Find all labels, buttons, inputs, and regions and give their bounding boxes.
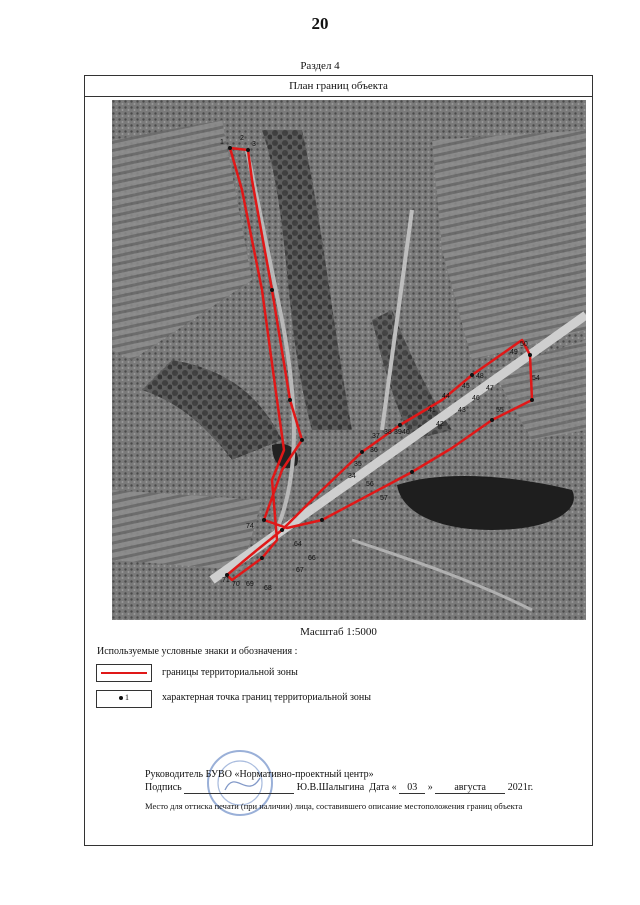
point-label: 66: [308, 555, 316, 562]
point-label: 38: [384, 429, 392, 436]
point-label: 68: [264, 585, 272, 592]
point-label: 37: [372, 433, 380, 440]
boundary-line-symbol: [101, 672, 147, 674]
point-label: 47: [486, 385, 494, 392]
point-label: 70: [232, 581, 240, 588]
point-label: 74: [246, 523, 254, 530]
legend-point-number: 1: [125, 693, 129, 702]
point-label: 50: [520, 341, 528, 348]
point-label: 43: [458, 407, 466, 414]
legend-label-boundary: границы территориальной зоны: [162, 667, 298, 678]
point-label: 45: [462, 383, 470, 390]
point-label: 34: [348, 473, 356, 480]
point-label: 49: [510, 349, 518, 356]
point-label: 1: [220, 139, 224, 146]
page-number: 20: [311, 14, 329, 33]
point-label: 64: [294, 541, 302, 548]
point-label: 67: [296, 567, 304, 574]
date-day: 03: [399, 782, 425, 794]
legend-swatch-boundary: [96, 664, 152, 682]
point-label: 36: [370, 447, 378, 454]
plan-title: План границ объекта: [85, 76, 592, 97]
legend-title: Используемые условные знаки и обозначения :: [97, 646, 298, 657]
point-label: 40: [402, 429, 410, 436]
signer-name: Ю.В.Шалыгина: [296, 782, 365, 793]
legend-swatch-point: [96, 690, 152, 708]
point-label: 57: [380, 495, 388, 502]
date-label: Дата «: [369, 782, 397, 793]
point-label: 35: [354, 461, 362, 468]
point-label: 44: [442, 393, 450, 400]
signature-line: [145, 782, 533, 794]
point-label: 55: [496, 407, 504, 414]
signature-field: [184, 782, 294, 794]
point-label: 46: [472, 395, 480, 402]
point-label: 41: [428, 407, 436, 414]
aerial-map: [112, 100, 586, 620]
date-mid: »: [427, 782, 433, 793]
point-label: 54: [532, 375, 540, 382]
date-year: 2021г.: [507, 782, 534, 793]
map-scale: Масштаб 1:5000: [300, 626, 377, 638]
date-month: августа: [435, 782, 505, 794]
signature-head-line: Руководитель БУВО «Нормативно-проектный центр»: [145, 769, 374, 780]
sign-label: Подпись: [145, 782, 182, 793]
point-symbol-icon: [119, 696, 123, 700]
point-label: 56: [366, 481, 374, 488]
point-label: 2: [240, 135, 244, 142]
point-label: 71: [222, 577, 230, 584]
legend-label-point: характерная точка границ территориальной зоны: [162, 692, 371, 703]
section-label: Раздел 4: [300, 60, 340, 72]
point-label: 48: [476, 373, 484, 380]
point-label: 69: [246, 581, 254, 588]
point-label: 42: [436, 421, 444, 428]
point-label: 39: [394, 429, 402, 436]
stamp-place-note: Место для оттиска печати (при наличии) лица, составившего описание местоположения границ объекта: [145, 801, 523, 811]
point-label: 3: [252, 141, 256, 148]
